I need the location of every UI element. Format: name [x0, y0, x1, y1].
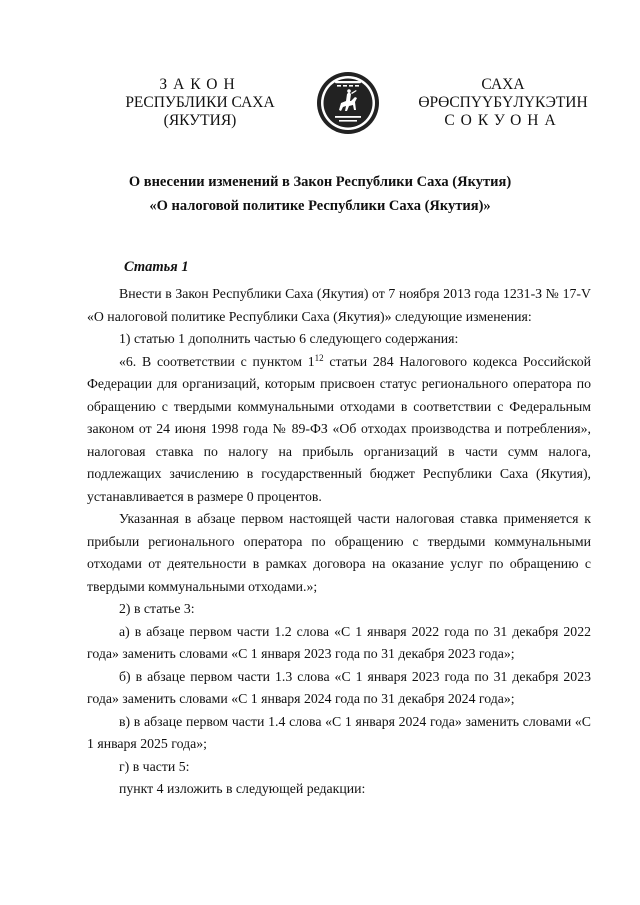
document-header [0, 70, 640, 150]
paragraph: 2) в статье 3: [119, 601, 195, 616]
law-label-sakha: СОКУОНА [444, 112, 562, 129]
paragraph: пункт 4 изложить в следующей редакции: [119, 781, 366, 796]
paragraph: Указанная в абзаце первом настоящей части налоговая ставка применяется к прибыли регионального оператора по обращению с твердыми коммунальными отходами от деятельности в рамках договора на оказание услуг по обращению с твердыми коммунальными отходами.»; [87, 511, 591, 594]
republic-name: РЕСПУБЛИКИ САХА (ЯКУТИЯ) [125, 94, 275, 129]
paragraph: б) в абзаце первом части 1.3 слова «С 1 января 2023 года по 31 декабря 2023 года» заменить словами «С 1 января 2024 года по 31 декабря 2024 года»; [87, 668, 591, 706]
article-body [87, 283, 591, 801]
paragraph: 1) статью 1 дополнить частью 6 следующего содержания: [119, 331, 459, 346]
paragraph: а) в абзаце первом части 1.2 слова «С 1 января 2022 года по 31 декабря 2022 года» заменить словами «С 1 января 2023 года по 31 декабря 2023 года»; [87, 623, 591, 661]
header-left [95, 76, 305, 130]
republic-name-sakha: САХА ӨРӨСПҮҮБҮЛҮКЭТИН [418, 76, 588, 111]
law-label: ЗАКОН [159, 76, 241, 93]
republic-sakha-coat-of-arms-icon [315, 70, 381, 136]
article-heading: Статья 1 [124, 259, 189, 275]
superscript: 12 [314, 352, 324, 363]
paragraph-text: «6. В соответствии с пунктом 1 [119, 353, 315, 369]
title-line-1: О внесении изменений в Закон Республики Саха (Якутия) [128, 174, 512, 190]
document-title [60, 170, 580, 218]
paragraph: г) в части 5: [119, 758, 190, 774]
paragraph: Внести в Закон Республики Саха (Якутия) от 7 ноября 2013 года 1231-З № 17-V «О налоговой политике Республики Саха (Якутия)» следующие изменения: [87, 286, 591, 324]
paragraph [87, 351, 591, 509]
paragraph: в) в абзаце первом части 1.4 слова «С 1 января 2024 года» заменить словами «С 1 января 2025 года»; [87, 713, 591, 751]
title-line-2: «О налоговой политике Республики Саха (Якутия)» [149, 198, 491, 214]
paragraph-text: статьи 284 Налогового кодекса Российской Федерации для организаций, которым присвоен статус регионального оператора по обращению с твердыми коммунальными отходами в соответствии с Федеральным законом от 24 июня 1998 года № 89-ФЗ «Об отходах производства и потребления», налоговая ставка по налогу на прибыль организаций в части сумм налога, подлежащих зачислению в государственный бюджет Республики Саха (Якутия), устанавливается в размере 0 процентов. [87, 353, 591, 504]
header-right [398, 76, 608, 130]
